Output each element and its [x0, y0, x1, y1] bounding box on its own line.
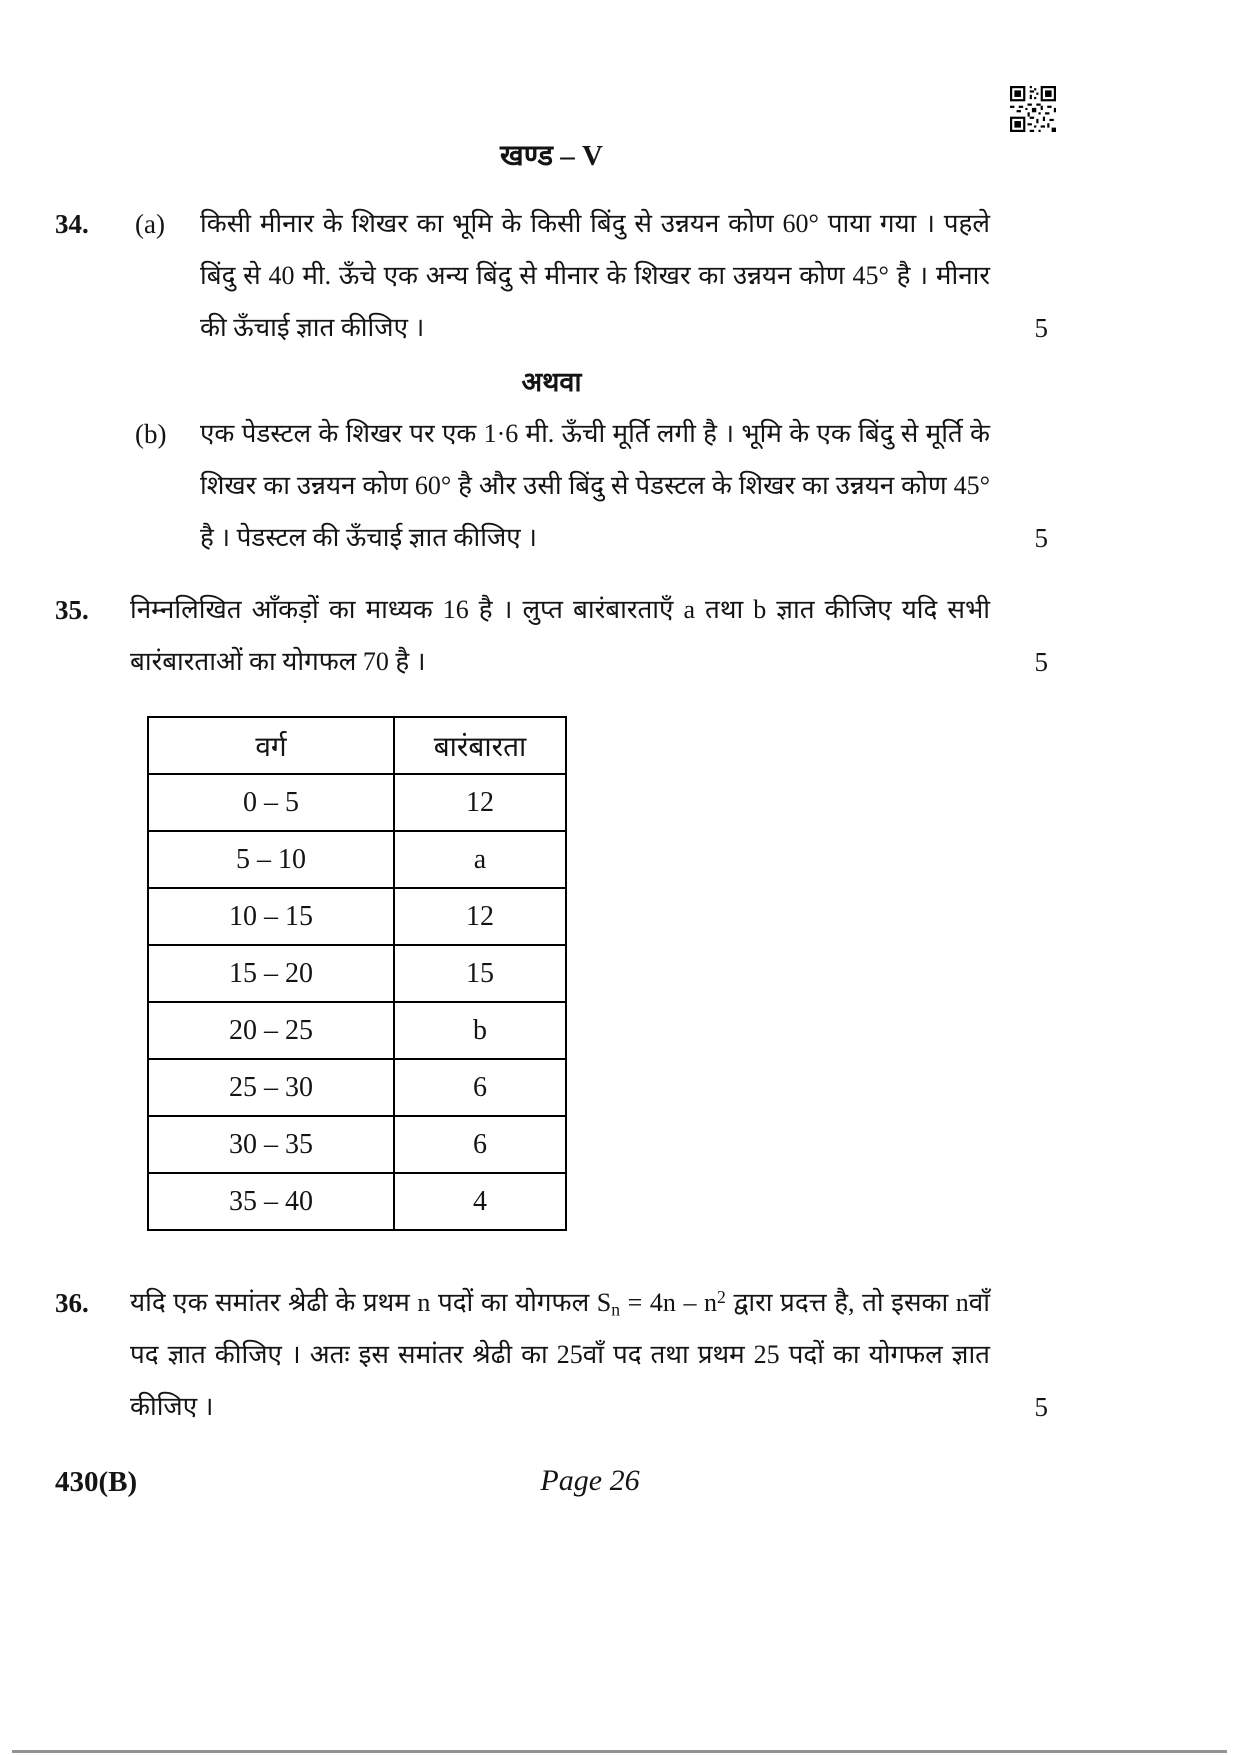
question-36 — [55, 1277, 1048, 1433]
paper-code: 430(B) — [55, 1466, 138, 1498]
question-text-segment: = 4n – n — [620, 1288, 718, 1317]
frequency-cell: 12 — [394, 774, 566, 831]
class-interval-cell: 20 – 25 — [148, 1002, 394, 1059]
question-number: 35. — [55, 595, 89, 625]
marks-value: 5 — [1034, 1392, 1048, 1422]
scan-artifact-line — [12, 1750, 1227, 1753]
question-text — [130, 1277, 990, 1433]
table-row — [148, 774, 566, 831]
table-row — [148, 1116, 566, 1173]
frequency-cell: 6 — [394, 1059, 566, 1116]
frequency-cell: 12 — [394, 888, 566, 945]
question-number: 34. — [55, 209, 89, 239]
question-35 — [55, 584, 1048, 688]
section-title: खण्ड – V — [500, 140, 603, 172]
page-content — [55, 0, 1048, 1433]
page-number: Page 26 — [540, 1464, 640, 1497]
class-interval-cell: 35 – 40 — [148, 1173, 394, 1230]
class-interval-cell: 30 – 35 — [148, 1116, 394, 1173]
part-label: (a) — [135, 209, 165, 239]
class-interval-cell: 10 – 15 — [148, 888, 394, 945]
column-header-frequency: बारंबारता — [394, 717, 566, 774]
table-row — [148, 1002, 566, 1059]
question-34b — [55, 408, 1048, 564]
table-row — [148, 1173, 566, 1230]
frequency-cell: 15 — [394, 945, 566, 1002]
marks-value: 5 — [1034, 313, 1048, 343]
class-interval-cell: 25 – 30 — [148, 1059, 394, 1116]
frequency-table — [147, 716, 567, 1231]
class-interval-cell: 5 – 10 — [148, 831, 394, 888]
table-row — [148, 945, 566, 1002]
class-interval-cell: 15 – 20 — [148, 945, 394, 1002]
table-header-row — [148, 717, 566, 774]
question-number — [55, 408, 135, 564]
part-label: (b) — [135, 419, 167, 449]
question-34a — [55, 198, 1048, 354]
frequency-cell: b — [394, 1002, 566, 1059]
question-text: किसी मीनार के शिखर का भूमि के किसी बिंदु से उन्नयन कोण 60° पाया गया । पहले बिंदु से 40 मी. ऊँचे एक अन्य बिंदु से मीनार के शिखर का उन्नयन कोण 45° है । मीनार की ऊँचाई ज्ञात कीजिए । — [200, 209, 990, 342]
question-text: निम्नलिखित आँकड़ों का माध्यक 16 है । लुप्त बारंबारताएँ a तथा b ज्ञात कीजिए यदि सभी बारंबारताओं का योगफल 70 है । — [130, 595, 990, 676]
subscript-n: n — [611, 1299, 621, 1320]
question-number: 36. — [55, 1288, 89, 1318]
table-row — [148, 831, 566, 888]
superscript-2: 2 — [717, 1287, 726, 1308]
question-body — [130, 584, 990, 688]
or-label: अथवा — [521, 367, 582, 397]
frequency-cell: a — [394, 831, 566, 888]
question-text-segment: यदि एक समांतर श्रेढी के प्रथम n पदों का योगफल S — [130, 1288, 612, 1317]
marks-value: 5 — [1034, 647, 1048, 677]
frequency-cell: 4 — [394, 1173, 566, 1230]
table-row — [148, 888, 566, 945]
column-header-class: वर्ग — [148, 717, 394, 774]
class-interval-cell: 0 – 5 — [148, 774, 394, 831]
frequency-cell: 6 — [394, 1116, 566, 1173]
table-row — [148, 1059, 566, 1116]
question-text-segment: द्वारा प्रदत्त है, तो इसका nवाँ पद ज्ञात कीजिए । अतः इस समांतर श्रेढी का 25वाँ पद तथा प्रथम 25 पदों का योगफल ज्ञात कीजिए । — [130, 1288, 990, 1421]
question-text: एक पेडस्टल के शिखर पर एक 1·6 मी. ऊँची मूर्ति लगी है । भूमि के एक बिंदु से मूर्ति के शिखर का उन्नयन कोण 60° है और उसी बिंदु से पेडस्टल के शिखर का उन्नयन कोण 45° है । पेडस्टल की ऊँचाई ज्ञात कीजिए । — [200, 419, 990, 552]
marks-value: 5 — [1034, 523, 1048, 553]
